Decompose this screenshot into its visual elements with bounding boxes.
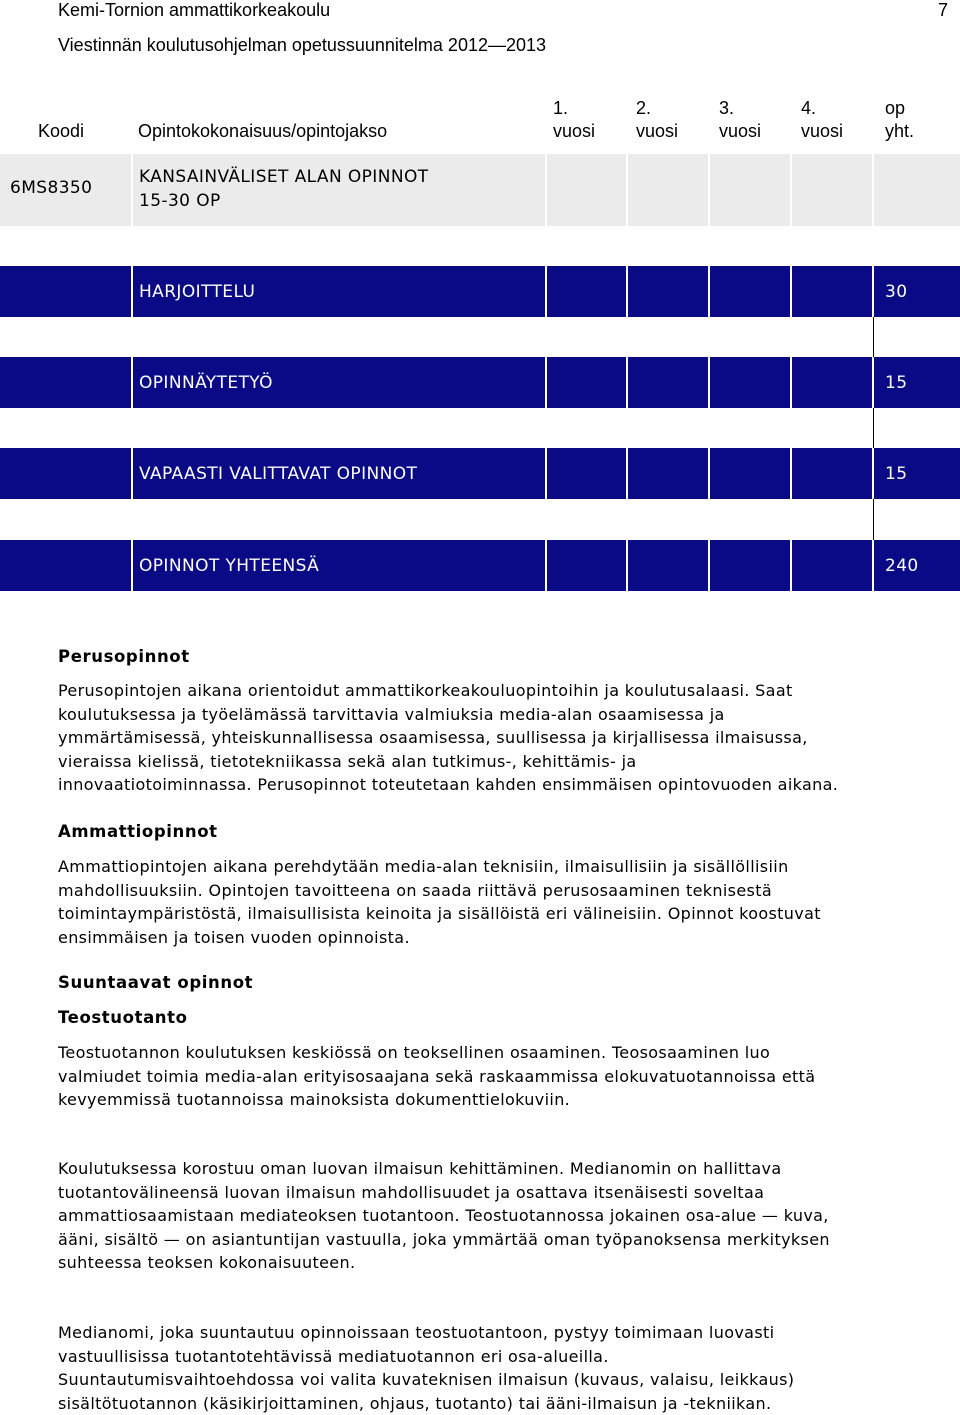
plan-title: Viestinnän koulutusohjelman opetussuunnitelma 2012—2013 [58, 35, 547, 55]
column-header-code: Koodi [38, 121, 85, 141]
column-header-year1 [553, 97, 595, 143]
module-name: KANSAINVÄLISET ALAN OPINNOT [139, 167, 429, 187]
section-heading-suuntaavat: Suuntaavat opinnot [58, 973, 254, 992]
text-line: tuotantovälineensä luovan ilmaisun mahdollisuudet ja osattava itsenäisesti soveltaa [58, 1182, 765, 1202]
paragraph-ammattiopinnot [58, 855, 958, 949]
column-header-year4 [801, 97, 843, 143]
table-divider [873, 499, 874, 540]
paragraph-perusopinnot [58, 679, 958, 797]
row-total: 15 [885, 373, 908, 393]
text-line: Teostuotannon koulutuksen keskiössä on teoksellinen osaaminen. Teososaaminen luo [58, 1043, 771, 1062]
text-line: Koulutuksessa korostuu oman luovan ilmaisun kehittäminen. Medianomin on hallittava [58, 1159, 782, 1178]
paragraph-teostuotanto-3 [58, 1321, 958, 1415]
section-heading-ammattiopinnot: Ammattiopinnot [58, 822, 218, 841]
column-header-year3 [719, 97, 761, 143]
table-row-vapaasti-valittavat [0, 448, 960, 499]
table-row-opinnaytetyo [0, 357, 960, 408]
column-header-year1-label: vuosi [553, 121, 596, 141]
text-line: kevyemmissä tuotannoissa mainoksista dokumenttielokuviin. [58, 1090, 571, 1110]
table-divider [873, 408, 874, 448]
row-name: VAPAASTI VALITTAVAT OPINNOT [139, 464, 418, 484]
text-line: innovaatiotoiminnassa. Perusopinnot toteutetaan kahden ensimmäisen opintovuoden aikana. [58, 775, 839, 795]
row-name: HARJOITTELU [139, 282, 256, 302]
column-header-year4-number: 4. [801, 98, 817, 118]
text-line: ääni, sisältö — on asiantuntijan vastuulla, joka ymmärtää oman työpanoksensa merkityksen [58, 1229, 830, 1249]
paragraph-teostuotanto-2 [58, 1157, 958, 1275]
paragraph-teostuotanto-1 [58, 1041, 958, 1112]
column-header-credits-op: op [885, 98, 906, 118]
table-row-opinnot-yhteensa [0, 540, 960, 591]
column-header-year1-number: 1. [553, 98, 569, 118]
column-header-year2-label: vuosi [636, 121, 679, 141]
row-name: OPINNÄYTETYÖ [139, 373, 273, 393]
column-header-course: Opintokokonaisuus/opintojakso [138, 121, 388, 141]
institution-name: Kemi-Tornion ammattikorkeakoulu [58, 0, 331, 20]
section-heading-teostuotanto: Teostuotanto [58, 1008, 188, 1027]
column-header-year2-number: 2. [636, 98, 652, 118]
text-line: vieraissa kielissä, tietotekniikassa sekä alan tutkimus-, kehittämis- ja [58, 751, 637, 771]
row-name: OPINNOT YHTEENSÄ [139, 556, 320, 576]
text-line: Medianomi, joka suuntautuu opinnoissaan teostuotantoon, pystyy toimimaan luovasti [58, 1323, 775, 1342]
row-total: 30 [885, 282, 908, 302]
text-line: ymmärtämisessä, yhteiskunnallisessa osaamisessa, suullisessa ja kirjallisessa ilmaisussa, [58, 728, 808, 748]
table-divider [873, 317, 874, 357]
text-line: sisältötuotannon (käsikirjoittaminen, ohjaus, tuotanto) tai ääni-ilmaisun ja -tekniikan. [58, 1393, 772, 1413]
text-line: toimintaympäristöstä, ilmaisullisista keinoita ja sisällöistä eri välineisiin. Opinnot koostuvat [58, 904, 821, 924]
text-line: Suuntautumisvaihtoehdossa voi valita kuvateknisen ilmaisun (kuvaus, valaisu, leikkaus) [58, 1370, 795, 1390]
text-line: ammattiosaamistaan mediateoksen tuotantoon. Teostuotannossa jokainen osa-alue — kuva, [58, 1206, 829, 1226]
text-line: Perusopintojen aikana orientoidut ammattikorkeakouluopintoihin ja koulutusalaasi. Saat [58, 681, 793, 700]
table-row-harjoittelu [0, 266, 960, 317]
row-total: 15 [885, 464, 908, 484]
page-number: 7 [938, 0, 949, 20]
column-header-year3-label: vuosi [719, 121, 762, 141]
text-line: ensimmäisen ja toisen vuoden opinnoista. [58, 927, 410, 947]
column-header-year3-number: 3. [719, 98, 735, 118]
text-line: mahdollisuuksiin. Opintojen tavoitteena on saada riittävä perusosaaminen teknisestä [58, 880, 773, 900]
column-header-credits [885, 97, 914, 143]
text-line: valmiudet toimia media-alan erityisosaajana sekä raskaammissa elokuvatuotannoissa että [58, 1066, 816, 1086]
column-header-credits-total: yht. [885, 121, 915, 141]
text-line: vastuullisissa tuotantotehtävissä mediatuotannon eri osa-alueilla. [58, 1346, 609, 1366]
module-code: 6MS8350 [10, 178, 93, 198]
section-heading-perusopinnot: Perusopinnot [58, 647, 190, 666]
row-total: 240 [885, 556, 919, 576]
column-header-year4-label: vuosi [801, 121, 844, 141]
module-credits-range: 15-30 OP [139, 191, 221, 211]
table-row-module [0, 154, 960, 226]
text-line: Ammattiopintojen aikana perehdytään media-alan teknisiin, ilmaisullisiin ja sisällöllisiin [58, 857, 789, 876]
text-line: suhteessa teoksen kokonaisuuteen. [58, 1253, 356, 1273]
text-line: koulutuksessa ja työelämässä tarvittavia valmiuksia media-alan osaamisessa ja [58, 704, 725, 724]
column-header-year2 [636, 97, 678, 143]
